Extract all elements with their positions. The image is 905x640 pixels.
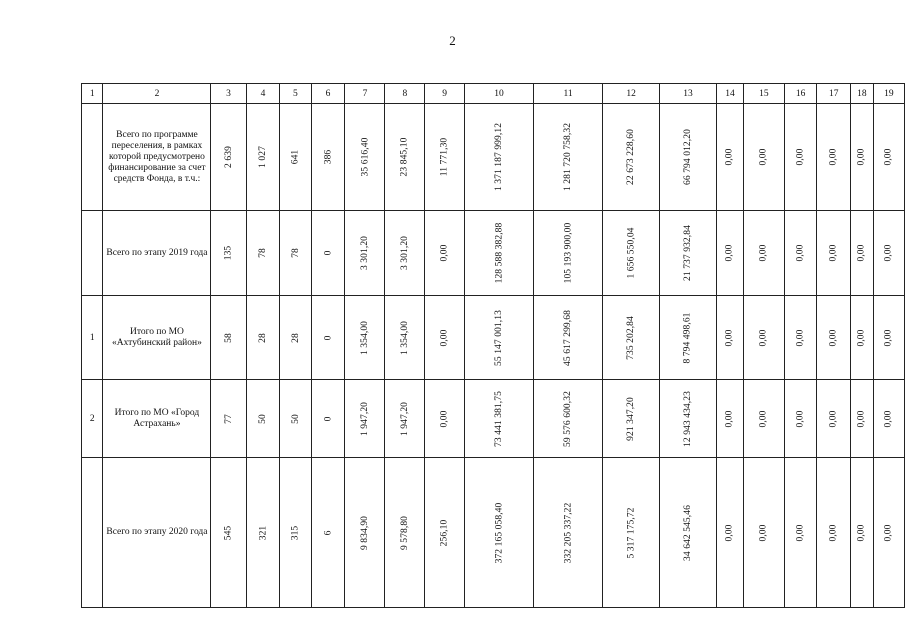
table-cell bbox=[784, 296, 817, 380]
cell-value: 78 bbox=[257, 248, 268, 258]
table-cell bbox=[717, 458, 744, 608]
table-cell bbox=[211, 211, 246, 296]
cell-value: 0,00 bbox=[724, 148, 735, 166]
row-label: Всего по программе переселения, в рамках которой предусмотрено финансирование за счет средств Фонда, в т.ч.: bbox=[103, 104, 211, 211]
cell-value: 0,00 bbox=[856, 244, 867, 262]
table-cell bbox=[784, 211, 817, 296]
table-cell bbox=[534, 211, 603, 296]
cell-value: 5 317 175,72 bbox=[626, 506, 637, 559]
cell-value: 0,00 bbox=[828, 328, 839, 347]
table-cell bbox=[743, 296, 784, 380]
table-cell bbox=[246, 104, 280, 211]
cell-value: 105 193 900,00 bbox=[563, 222, 574, 284]
row-label: Итого по МО «Город Астрахань» bbox=[103, 380, 211, 458]
cell-value: 0,00 bbox=[795, 244, 806, 262]
table-row bbox=[82, 458, 905, 608]
table-cell bbox=[464, 458, 533, 608]
cell-value: 1 354,00 bbox=[359, 320, 370, 355]
column-header: 5 bbox=[280, 84, 311, 104]
cell-value: 0,00 bbox=[724, 409, 735, 428]
table-cell bbox=[743, 211, 784, 296]
cell-value: 6 bbox=[323, 530, 334, 535]
cell-value: 50 bbox=[257, 413, 268, 424]
table-cell bbox=[850, 458, 873, 608]
cell-value: 35 616,40 bbox=[359, 137, 370, 177]
table-cell bbox=[385, 104, 425, 211]
cell-value: 78 bbox=[290, 248, 301, 258]
table-cell bbox=[345, 104, 385, 211]
cell-value: 0 bbox=[323, 250, 334, 256]
column-header: 9 bbox=[425, 84, 465, 104]
row-number bbox=[82, 104, 103, 211]
table-cell bbox=[311, 458, 345, 608]
cell-value: 0 bbox=[323, 416, 334, 421]
cell-value: 1 354,00 bbox=[399, 320, 410, 355]
cell-value: 0,00 bbox=[856, 523, 867, 542]
table-cell bbox=[211, 104, 246, 211]
cell-value: 9 834,90 bbox=[359, 515, 370, 550]
table-cell bbox=[717, 380, 744, 458]
column-header: 4 bbox=[246, 84, 280, 104]
cell-value: 921 347,20 bbox=[626, 396, 637, 441]
table-cell bbox=[603, 296, 660, 380]
table-cell bbox=[425, 380, 465, 458]
cell-value: 0,00 bbox=[758, 409, 769, 428]
column-header: 3 bbox=[211, 84, 246, 104]
cell-value: 28 bbox=[290, 332, 301, 343]
table-cell bbox=[717, 296, 744, 380]
row-label: Всего по этапу 2019 года bbox=[103, 211, 211, 296]
table-header-row bbox=[82, 84, 905, 104]
cell-value: 256,10 bbox=[439, 519, 450, 546]
cell-value: 45 617 299,68 bbox=[563, 309, 574, 366]
table-cell bbox=[817, 458, 850, 608]
cell-value: 12 943 434,23 bbox=[683, 390, 694, 447]
table-cell bbox=[246, 458, 280, 608]
cell-value: 372 165 058,40 bbox=[493, 502, 504, 563]
cell-value: 0,00 bbox=[724, 244, 735, 262]
table-cell bbox=[817, 296, 850, 380]
table-cell bbox=[603, 211, 660, 296]
cell-value: 9 578,80 bbox=[399, 515, 410, 550]
cell-value: 0,00 bbox=[883, 523, 894, 542]
table-cell bbox=[717, 211, 744, 296]
table-cell bbox=[280, 296, 311, 380]
table-cell bbox=[603, 380, 660, 458]
cell-value: 135 bbox=[223, 245, 234, 261]
table-cell bbox=[246, 296, 280, 380]
row-number: 2 bbox=[82, 380, 103, 458]
table-cell bbox=[311, 104, 345, 211]
cell-value: 0,00 bbox=[439, 328, 450, 347]
table-cell bbox=[311, 380, 345, 458]
cell-value: 23 845,10 bbox=[399, 137, 410, 177]
table-row bbox=[82, 104, 905, 211]
cell-value: 0,00 bbox=[856, 409, 867, 428]
table-cell bbox=[660, 380, 717, 458]
table-cell bbox=[817, 380, 850, 458]
column-header: 6 bbox=[311, 84, 345, 104]
column-header: 19 bbox=[873, 84, 904, 104]
table-cell bbox=[385, 380, 425, 458]
table-cell bbox=[311, 211, 345, 296]
cell-value: 321 bbox=[257, 525, 268, 540]
table-cell bbox=[873, 211, 904, 296]
table-cell bbox=[311, 296, 345, 380]
table-cell bbox=[660, 104, 717, 211]
cell-value: 0,00 bbox=[439, 244, 450, 262]
cell-value: 0,00 bbox=[795, 148, 806, 166]
cell-value: 21 737 932,84 bbox=[683, 225, 694, 281]
cell-value: 55 147 001,13 bbox=[493, 309, 504, 366]
table-cell bbox=[784, 380, 817, 458]
row-number: 1 bbox=[82, 296, 103, 380]
column-header: 13 bbox=[660, 84, 717, 104]
table-cell bbox=[743, 380, 784, 458]
column-header: 17 bbox=[817, 84, 850, 104]
cell-value: 0,00 bbox=[883, 244, 894, 262]
cell-value: 0,00 bbox=[883, 328, 894, 347]
cell-value: 3 301,20 bbox=[399, 235, 410, 271]
table-cell bbox=[534, 296, 603, 380]
table-cell bbox=[534, 458, 603, 608]
row-label: Всего по этапу 2020 года bbox=[103, 458, 211, 608]
table-cell bbox=[817, 211, 850, 296]
table-cell bbox=[425, 211, 465, 296]
row-label: Итого по МО «Ахтубинский район» bbox=[103, 296, 211, 380]
cell-value: 545 bbox=[223, 525, 234, 540]
cell-value: 73 441 381,75 bbox=[493, 390, 504, 447]
cell-value: 0,00 bbox=[439, 409, 450, 428]
cell-value: 128 588 382,88 bbox=[493, 222, 504, 284]
table-cell bbox=[385, 211, 425, 296]
cell-value: 0,00 bbox=[856, 148, 867, 166]
table-cell bbox=[850, 211, 873, 296]
table-cell bbox=[345, 211, 385, 296]
table-cell bbox=[280, 380, 311, 458]
column-header: 8 bbox=[385, 84, 425, 104]
table-cell bbox=[784, 458, 817, 608]
table-cell bbox=[211, 296, 246, 380]
table-cell bbox=[211, 380, 246, 458]
cell-value: 0,00 bbox=[758, 523, 769, 542]
table-cell bbox=[280, 458, 311, 608]
table-cell bbox=[603, 104, 660, 211]
table-row bbox=[82, 380, 905, 458]
table-cell bbox=[280, 104, 311, 211]
cell-value: 641 bbox=[290, 149, 301, 165]
table-cell bbox=[425, 458, 465, 608]
cell-value: 0,00 bbox=[795, 328, 806, 347]
table-cell bbox=[345, 380, 385, 458]
table-cell bbox=[660, 211, 717, 296]
cell-value: 1 947,20 bbox=[399, 401, 410, 436]
cell-value: 77 bbox=[223, 413, 234, 424]
cell-value: 59 576 600,32 bbox=[563, 390, 574, 447]
table-cell bbox=[850, 104, 873, 211]
cell-value: 0,00 bbox=[758, 148, 769, 166]
table-cell bbox=[660, 458, 717, 608]
table-cell bbox=[534, 380, 603, 458]
table-cell bbox=[603, 458, 660, 608]
table-cell bbox=[743, 104, 784, 211]
table-cell bbox=[280, 211, 311, 296]
table-cell bbox=[464, 211, 533, 296]
column-header: 1 bbox=[82, 84, 103, 104]
cell-value: 0,00 bbox=[883, 409, 894, 428]
cell-value: 332 205 337,22 bbox=[563, 502, 574, 563]
cell-value: 1 281 720 758,32 bbox=[563, 122, 574, 192]
cell-value: 0,00 bbox=[828, 148, 839, 166]
table-cell bbox=[717, 104, 744, 211]
cell-value: 66 794 012,20 bbox=[683, 129, 694, 185]
row-number bbox=[82, 458, 103, 608]
column-header: 18 bbox=[850, 84, 873, 104]
column-header: 10 bbox=[464, 84, 533, 104]
table-row bbox=[82, 211, 905, 296]
table-cell bbox=[784, 104, 817, 211]
table-cell bbox=[345, 296, 385, 380]
table-cell bbox=[425, 296, 465, 380]
column-header: 11 bbox=[534, 84, 603, 104]
data-table bbox=[81, 83, 905, 608]
cell-value: 0,00 bbox=[795, 409, 806, 428]
table-cell bbox=[464, 296, 533, 380]
cell-value: 0 bbox=[323, 335, 334, 340]
cell-value: 0,00 bbox=[828, 244, 839, 262]
cell-value: 8 794 498,61 bbox=[683, 311, 694, 364]
cell-value: 0,00 bbox=[856, 328, 867, 347]
table-cell bbox=[873, 104, 904, 211]
table-cell bbox=[464, 380, 533, 458]
cell-value: 0,00 bbox=[828, 409, 839, 428]
cell-value: 0,00 bbox=[724, 328, 735, 347]
cell-value: 11 771,30 bbox=[439, 137, 450, 177]
table-row bbox=[82, 296, 905, 380]
table-cell bbox=[534, 104, 603, 211]
table-cell bbox=[211, 458, 246, 608]
cell-value: 2 639 bbox=[223, 146, 234, 168]
table-cell bbox=[850, 380, 873, 458]
table-cell bbox=[425, 104, 465, 211]
table-cell bbox=[817, 104, 850, 211]
cell-value: 1 371 187 999,12 bbox=[493, 122, 504, 192]
table-cell bbox=[660, 296, 717, 380]
cell-value: 0,00 bbox=[758, 244, 769, 262]
cell-value: 28 bbox=[257, 332, 268, 343]
cell-value: 58 bbox=[223, 332, 234, 343]
cell-value: 315 bbox=[290, 525, 301, 540]
table-cell bbox=[873, 296, 904, 380]
table-cell bbox=[743, 458, 784, 608]
table-cell bbox=[873, 380, 904, 458]
table-cell bbox=[345, 458, 385, 608]
cell-value: 0,00 bbox=[758, 328, 769, 347]
column-header: 15 bbox=[743, 84, 784, 104]
column-header: 14 bbox=[717, 84, 744, 104]
table-cell bbox=[385, 458, 425, 608]
cell-value: 0,00 bbox=[724, 523, 735, 542]
cell-value: 1 027 bbox=[257, 146, 268, 168]
table-cell bbox=[850, 296, 873, 380]
table-cell bbox=[246, 211, 280, 296]
cell-value: 0,00 bbox=[795, 523, 806, 542]
cell-value: 1 947,20 bbox=[359, 401, 370, 436]
column-header: 2 bbox=[103, 84, 211, 104]
cell-value: 0,00 bbox=[828, 523, 839, 542]
table-cell bbox=[464, 104, 533, 211]
page-number: 2 bbox=[449, 33, 456, 48]
cell-value: 1 656 550,04 bbox=[626, 227, 637, 279]
table-cell bbox=[246, 380, 280, 458]
table-cell bbox=[385, 296, 425, 380]
cell-value: 735 202,84 bbox=[626, 315, 637, 360]
table-cell bbox=[873, 458, 904, 608]
column-header: 16 bbox=[784, 84, 817, 104]
cell-value: 34 642 545,46 bbox=[683, 504, 694, 561]
cell-value: 3 301,20 bbox=[359, 235, 370, 271]
row-number bbox=[82, 211, 103, 296]
cell-value: 386 bbox=[323, 149, 334, 165]
cell-value: 50 bbox=[290, 413, 301, 424]
cell-value: 22 673 228,60 bbox=[626, 129, 637, 185]
cell-value: 0,00 bbox=[883, 148, 894, 166]
column-header: 7 bbox=[345, 84, 385, 104]
column-header: 12 bbox=[603, 84, 660, 104]
